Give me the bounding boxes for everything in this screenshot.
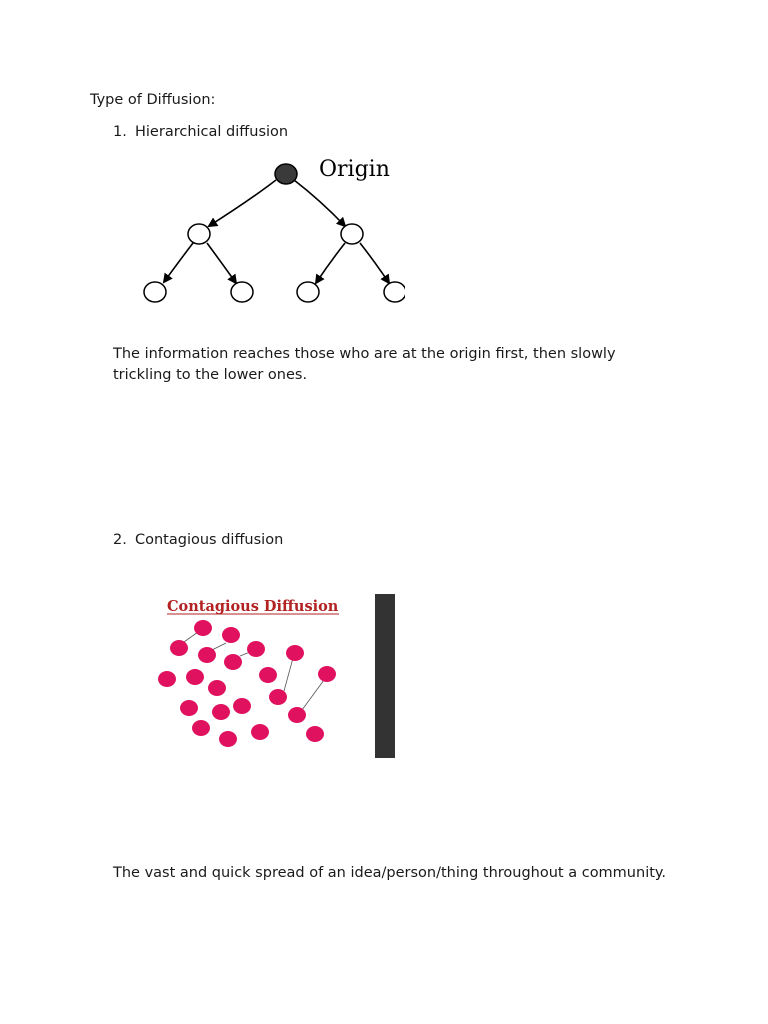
person-dot (318, 666, 336, 682)
edge-left-left (164, 243, 193, 282)
contact-line (212, 643, 226, 650)
figure-title: Contagious Diffusion (167, 598, 339, 615)
person-dot (208, 680, 226, 696)
contact-line (302, 680, 324, 710)
person-dot (219, 731, 237, 747)
person-dot (247, 641, 265, 657)
list-number: 2. (113, 532, 127, 548)
tree-node (144, 282, 166, 302)
list-item-title: Hierarchical diffusion (135, 124, 289, 140)
person-dot (212, 704, 230, 720)
tree-node (341, 224, 363, 244)
origin-label: Origin (319, 157, 390, 182)
origin-node (275, 164, 297, 184)
person-dot (269, 689, 287, 705)
hierarchical-tree-diagram (135, 150, 405, 310)
person-dot (194, 620, 212, 636)
section-heading: Type of Diffusion: (90, 92, 216, 108)
list-number: 1. (113, 124, 127, 140)
tree-node (384, 282, 405, 302)
person-dot (286, 645, 304, 661)
edge-left-right (207, 243, 236, 283)
person-dot (180, 700, 198, 716)
contagious-description: The vast and quick spread of an idea/person/thing throughout a community. (113, 865, 667, 881)
person-dot (186, 669, 204, 685)
list-item-hierarchical (113, 124, 288, 140)
contagious-diffusion-diagram (150, 588, 400, 763)
person-dot (158, 671, 176, 687)
contact-line (284, 658, 293, 691)
list-item-contagious (113, 532, 283, 548)
tree-node (231, 282, 253, 302)
edge-origin-right (294, 180, 345, 226)
person-dot (170, 640, 188, 656)
person-dot (259, 667, 277, 683)
person-dot (192, 720, 210, 736)
edge-right-left (316, 243, 345, 283)
vertical-bar (375, 594, 395, 758)
contact-line (184, 632, 198, 642)
list-item-title: Contagious diffusion (135, 532, 284, 548)
person-dot (198, 647, 216, 663)
person-dot (233, 698, 251, 714)
edge-origin-left (209, 180, 276, 226)
person-dot (288, 707, 306, 723)
person-dot (251, 724, 269, 740)
person-dot (222, 627, 240, 643)
person-dot (224, 654, 242, 670)
edge-right-right (360, 243, 389, 283)
tree-node (297, 282, 319, 302)
tree-node (188, 224, 210, 244)
person-dot (306, 726, 324, 742)
hierarchical-description: The information reaches those who are at the origin first, then slowly trickling to the lower ones. (113, 346, 616, 383)
